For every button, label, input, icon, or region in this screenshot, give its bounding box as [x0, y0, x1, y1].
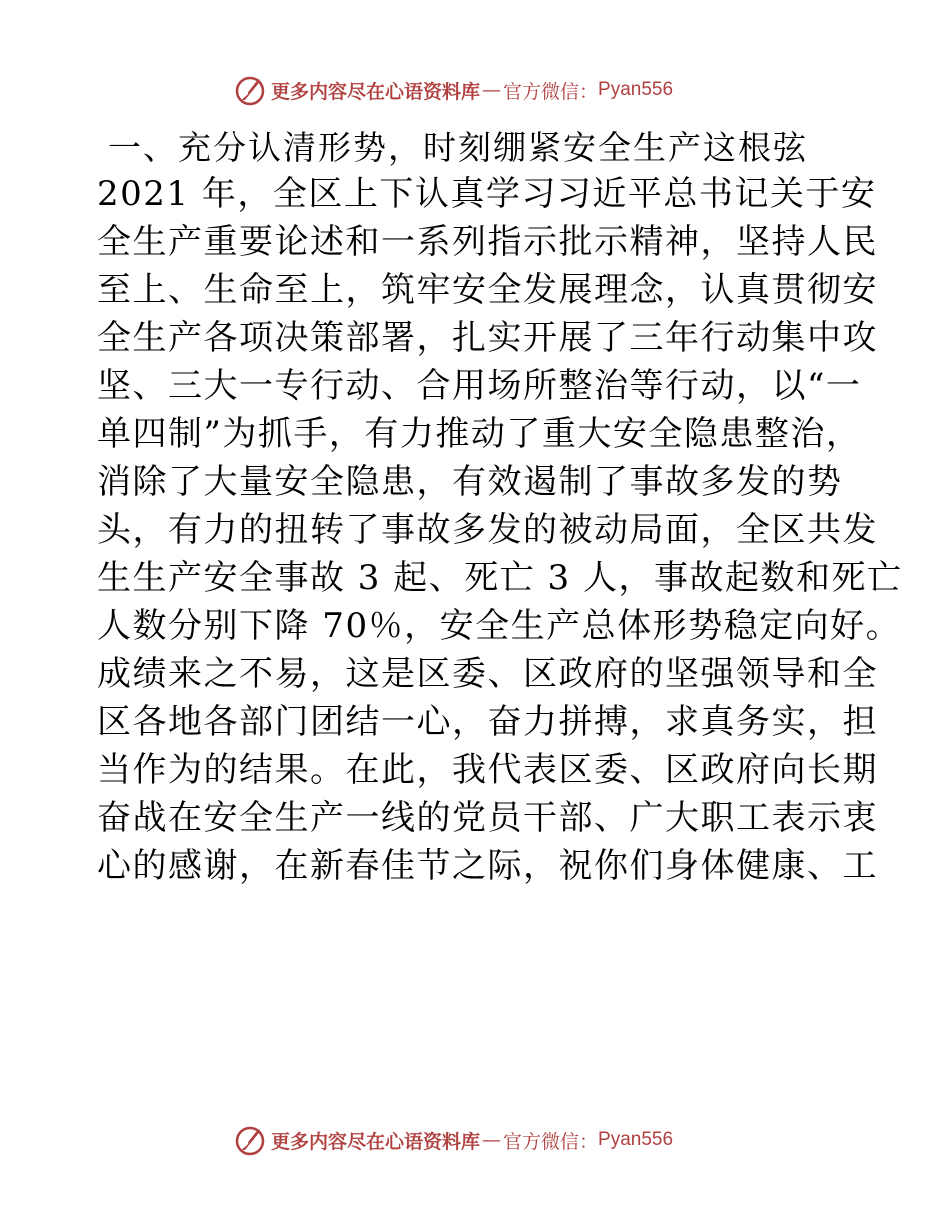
watermark-separator: —	[482, 1129, 502, 1151]
text-line: 2021 年，全区上下认真学习习近平总书记关于安	[97, 174, 877, 214]
text-line: 至上、生命至上，筑牢安全发展理念，认真贯彻安	[97, 270, 878, 310]
watermark-brand: 更多内容尽在心语资料库	[271, 1130, 481, 1153]
text-line: 成绩来之不易，这是区委、区政府的坚强领导和全	[97, 654, 878, 694]
text-line: 奋战在安全生产一线的党员干部、广大职工表示衷	[97, 798, 878, 838]
header-watermark	[233, 72, 713, 108]
text-line: 区各地各部门团结一心，奋力拼搏，求真务实，担	[97, 702, 878, 742]
text-line: 消除了大量安全隐患，有效遏制了事故多发的势	[97, 462, 843, 502]
watermark-contact-label: 官方微信：	[503, 80, 599, 103]
quill-pen-logo-icon	[233, 1123, 267, 1157]
watermark-separator: —	[482, 79, 502, 101]
watermark-contact-id: Pyan556	[598, 1129, 674, 1150]
text-line: 人数分别下降 70％，安全生产总体形势稳定向好。	[97, 606, 902, 646]
watermark-contact-label: 官方微信：	[503, 1130, 599, 1153]
text-line: 坚、三大一专行动、合用场所整治等行动，以“一	[97, 366, 862, 406]
watermark-brand: 更多内容尽在心语资料库	[271, 80, 481, 103]
text-line: 心的感谢，在新春佳节之际，祝你们身体健康、工	[97, 846, 878, 886]
quill-pen-logo-icon	[233, 73, 267, 107]
text-line: 全生产各项决策部署，扎实开展了三年行动集中攻	[97, 318, 878, 358]
body-paragraph	[97, 170, 903, 890]
text-line: 全生产重要论述和一系列指示批示精神，坚持人民	[97, 222, 878, 262]
footer-watermark	[233, 1122, 713, 1158]
watermark-contact-id: Pyan556	[598, 79, 674, 100]
text-line: 当作为的结果。在此，我代表区委、区政府向长期	[97, 750, 878, 790]
text-line: 单四制”为抓手，有力推动了重大安全隐患整治，	[97, 414, 862, 454]
text-line: 头，有力的扭转了事故多发的被动局面，全区共发	[97, 510, 878, 550]
text-line: 生生产安全事故 3 起、死亡 3 人，事故起数和死亡	[97, 558, 903, 598]
section-heading: 一、充分认清形势，时刻绷紧安全生产这根弦	[108, 128, 808, 167]
